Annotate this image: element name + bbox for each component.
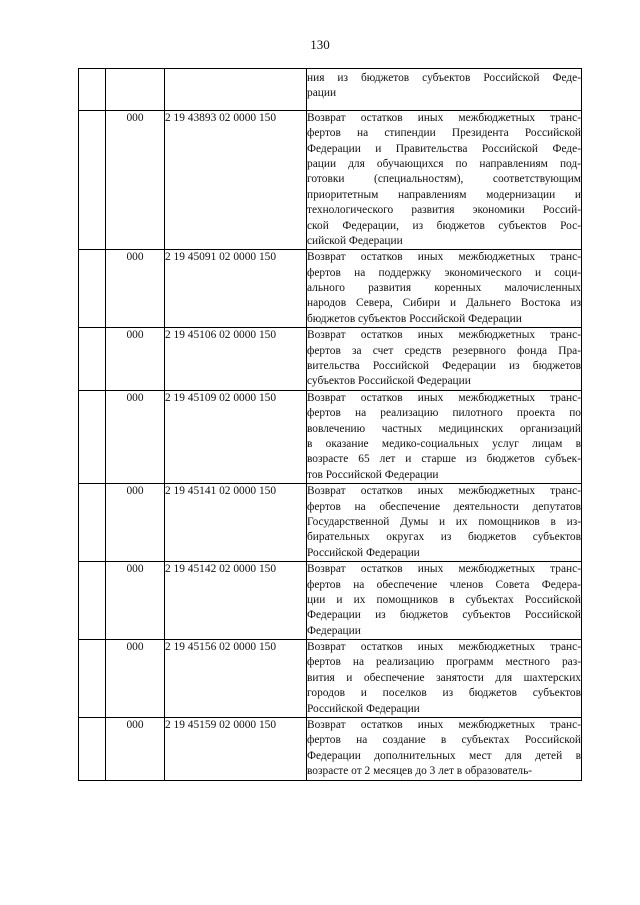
admin-code-cell: 000 (106, 562, 165, 640)
budget-classification-table (78, 68, 582, 781)
revenue-name-line: фертов на стипендии Президента Российской (307, 127, 581, 140)
continuation-row (79, 69, 582, 111)
revenue-name-cell (307, 484, 582, 562)
revenue-name-line: Федерации (307, 624, 361, 637)
revenue-name-line: ального развития коренных малочисленных (307, 282, 581, 295)
table-row (79, 110, 582, 250)
table-row (79, 250, 582, 328)
budget-code-cell: 2 19 45159 02 0000 150 (165, 718, 307, 781)
revenue-name-line: Возврат остатков иных межбюджетных транс- (307, 485, 581, 498)
revenue-name-cell (307, 718, 582, 781)
budget-code-cell: 2 19 45106 02 0000 150 (165, 328, 307, 391)
revenue-name-line: Возврат остатков иных межбюджетных транс- (307, 251, 581, 264)
revenue-name-line: Государственной Думы и их помощников в из- (307, 515, 581, 528)
table-row (79, 328, 582, 391)
admin-code-cell: 000 (106, 390, 165, 483)
revenue-name-line: в оказание медико-социальных услуг лицам в (307, 437, 581, 450)
table-row (79, 390, 582, 483)
revenue-name-line: Возврат остатков иных межбюджетных транс- (307, 719, 581, 732)
admin-code-cell: 000 (106, 250, 165, 328)
revenue-name-line: городов и поселков из бюджетов субъектов (307, 687, 581, 700)
revenue-name-line: Возврат остатков иных межбюджетных транс- (307, 641, 581, 654)
revenue-name-line: фертов за счет средств резервного фонда Пра- (307, 344, 581, 357)
table-body (79, 69, 582, 781)
revenue-name-cell (307, 69, 582, 111)
revenue-name-line: бирательных округах из бюджетов субъектов (307, 531, 581, 544)
admin-code-cell: 000 (106, 640, 165, 718)
revenue-name-line: ния из бюджетов субъектов Российской Феде- (307, 72, 581, 84)
table-row (79, 484, 582, 562)
revenue-name-line: возрасте 65 лет и старше из бюджетов субъек- (307, 453, 581, 466)
revenue-name-line: вития и обеспечение занятости для шахтерских (307, 671, 581, 684)
revenue-name-line: Возврат остатков иных межбюджетных транс- (307, 563, 581, 576)
admin-code-cell: 000 (106, 718, 165, 781)
empty-column-cell (79, 718, 106, 781)
revenue-name-line: фертов на реализацию пилотного проекта по (307, 407, 581, 420)
revenue-name-line: рации для обучающихся по направлениям под- (307, 157, 581, 170)
table-row (79, 562, 582, 640)
revenue-name-line: возрасте от 2 месяцев до 3 лет в образователь- (307, 765, 533, 778)
empty-column-cell (79, 110, 106, 250)
revenue-name-line: сийской Федерации (307, 234, 403, 247)
empty-column-cell (79, 69, 106, 111)
revenue-name-line: вительства Российской Федерации из бюджетов (307, 360, 581, 373)
page-number: 130 (310, 37, 330, 52)
revenue-name-line: народов Севера, Сибири и Дальнего Востока из (307, 297, 581, 310)
revenue-name-cell (307, 110, 582, 250)
revenue-name-line: фертов на обеспечение деятельности депутатов (307, 500, 581, 513)
budget-code-cell: 2 19 45141 02 0000 150 (165, 484, 307, 562)
revenue-name-cell (307, 390, 582, 483)
revenue-name-line: фертов на создание в субъектах Российской (307, 734, 581, 747)
revenue-name-line: готовки (специальностям), соответствующим (307, 173, 581, 186)
admin-code-cell (106, 69, 165, 111)
revenue-name-line: вовлечению частных медицинских организаций (307, 422, 581, 435)
revenue-name-line: технологического развития экономики Россий- (307, 204, 581, 217)
budget-code-cell: 2 19 45109 02 0000 150 (165, 390, 307, 483)
empty-column-cell (79, 562, 106, 640)
revenue-name-line: Федерации из бюджетов субъектов Российской (307, 609, 581, 622)
revenue-name-line: Российской Федерации (307, 546, 420, 559)
empty-column-cell (79, 328, 106, 391)
budget-code-cell: 2 19 45156 02 0000 150 (165, 640, 307, 718)
admin-code-cell: 000 (106, 484, 165, 562)
revenue-name-line: фертов на обеспечение членов Совета Федера- (307, 578, 581, 591)
revenue-name-line: фертов на поддержку экономического и соци- (307, 266, 581, 279)
revenue-name-line: рации (307, 87, 337, 100)
revenue-name-line: бюджетов субъектов Российской Федерации (307, 312, 522, 325)
empty-column-cell (79, 484, 106, 562)
revenue-name-line: тов Российской Федерации (307, 468, 439, 481)
empty-column-cell (79, 640, 106, 718)
revenue-name-line: приоритетным направлениям модернизации и (307, 188, 581, 201)
revenue-name-cell (307, 250, 582, 328)
revenue-name-line: субъектов Российской Федерации (307, 375, 471, 388)
admin-code-cell: 000 (106, 328, 165, 391)
revenue-name-line: Федерации и Правительства Российской Феде- (307, 142, 581, 155)
revenue-name-line: Возврат остатков иных межбюджетных транс- (307, 329, 581, 342)
empty-column-cell (79, 390, 106, 483)
budget-code-cell: 2 19 45091 02 0000 150 (165, 250, 307, 328)
revenue-name-line: Возврат остатков иных межбюджетных транс- (307, 391, 581, 404)
revenue-name-line: Возврат остатков иных межбюджетных транс- (307, 111, 581, 124)
revenue-name-line: Российской Федерации (307, 702, 420, 715)
table-row (79, 718, 582, 781)
revenue-name-cell (307, 328, 582, 391)
table-row (79, 640, 582, 718)
budget-code-cell: 2 19 43893 02 0000 150 (165, 110, 307, 250)
revenue-name-line: ской Федерации, из бюджетов субъектов Рос- (307, 219, 581, 232)
revenue-name-cell (307, 640, 582, 718)
empty-column-cell (79, 250, 106, 328)
revenue-name-line: фертов на реализацию программ местного раз- (307, 656, 581, 669)
revenue-name-line: Федерации дополнительных мест для детей в (307, 749, 581, 762)
revenue-name-cell (307, 562, 582, 640)
admin-code-cell: 000 (106, 110, 165, 250)
revenue-name-line: ции и их помощников в субъектах Российской (307, 593, 581, 606)
budget-code-cell (165, 69, 307, 111)
budget-code-cell: 2 19 45142 02 0000 150 (165, 562, 307, 640)
